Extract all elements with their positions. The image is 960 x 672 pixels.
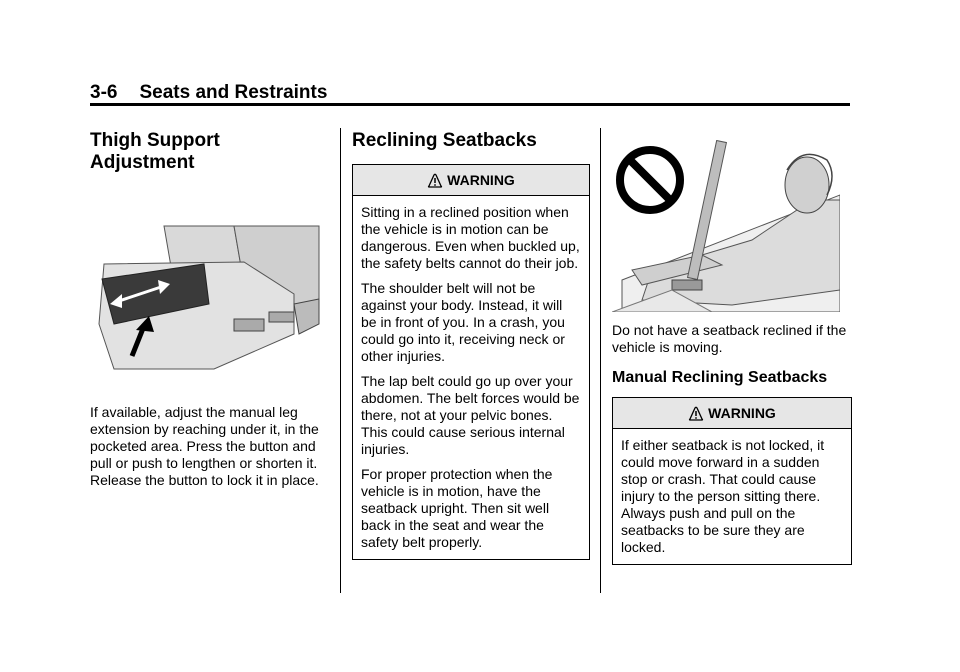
warning-paragraph: For proper protection when the vehicle is in motion, have the seatback upright. Then sit well back in the seat and wear the safety belt properly. bbox=[361, 466, 553, 550]
page-number: 3-6 bbox=[90, 82, 118, 103]
reclined-passenger-illustration bbox=[612, 140, 840, 312]
page-header bbox=[90, 82, 850, 106]
section-title: Seats and Restraints bbox=[139, 82, 328, 103]
warning-triangle-icon bbox=[688, 405, 704, 421]
warning-box-manual bbox=[612, 397, 852, 565]
thigh-support-paragraph: If available, adjust the manual leg extension by reaching under it, in the pocketed area. Press the button and pull or push to lengthen or shorten it. Release the button to lock it in place. bbox=[90, 404, 319, 488]
column-reclining-seatbacks bbox=[352, 120, 590, 560]
column-divider-2 bbox=[600, 128, 601, 593]
header-rule bbox=[90, 103, 850, 106]
column-thigh-support bbox=[90, 120, 325, 497]
warning-paragraph: The shoulder belt will not be against your body. Instead, it will be in front of you. In a crash, you could go into it, receiving neck or other injuries. bbox=[361, 280, 565, 364]
heading-reclining-seatbacks: Reclining Seatbacks bbox=[352, 130, 537, 151]
warning-box-reclining bbox=[352, 164, 590, 560]
warning-header bbox=[613, 398, 851, 429]
column-manual-reclining bbox=[612, 120, 852, 565]
warning-header bbox=[353, 165, 589, 196]
no-reclined-paragraph: Do not have a seatback reclined if the vehicle is moving. bbox=[612, 322, 847, 355]
warning-paragraph: The lap belt could go up over your abdomen. The belt forces would be there, not at your pelvic bones. This could cause serious internal injuries. bbox=[361, 373, 580, 457]
warning-label: WARNING bbox=[708, 405, 776, 421]
warning-body bbox=[353, 196, 589, 551]
seat-thigh-support-illustration bbox=[94, 224, 324, 374]
warning-triangle-icon bbox=[427, 172, 443, 188]
heading-manual-reclining: Manual Reclining Seatbacks bbox=[612, 369, 828, 386]
warning-label: WARNING bbox=[447, 172, 515, 188]
heading-thigh-support: Thigh Support Adjustment bbox=[90, 130, 220, 173]
warning-body bbox=[613, 429, 851, 556]
warning-paragraph: Sitting in a reclined position when the vehicle is in motion can be dangerous. Even when buckled up, the safety belts cannot do their job. bbox=[361, 204, 580, 271]
column-divider-1 bbox=[340, 128, 341, 593]
warning-paragraph: If either seatback is not locked, it could move forward in a sudden stop or crash. That could cause injury to the person sitting there. Always push and pull on the seatbacks to be sure they are locked. bbox=[621, 437, 825, 555]
